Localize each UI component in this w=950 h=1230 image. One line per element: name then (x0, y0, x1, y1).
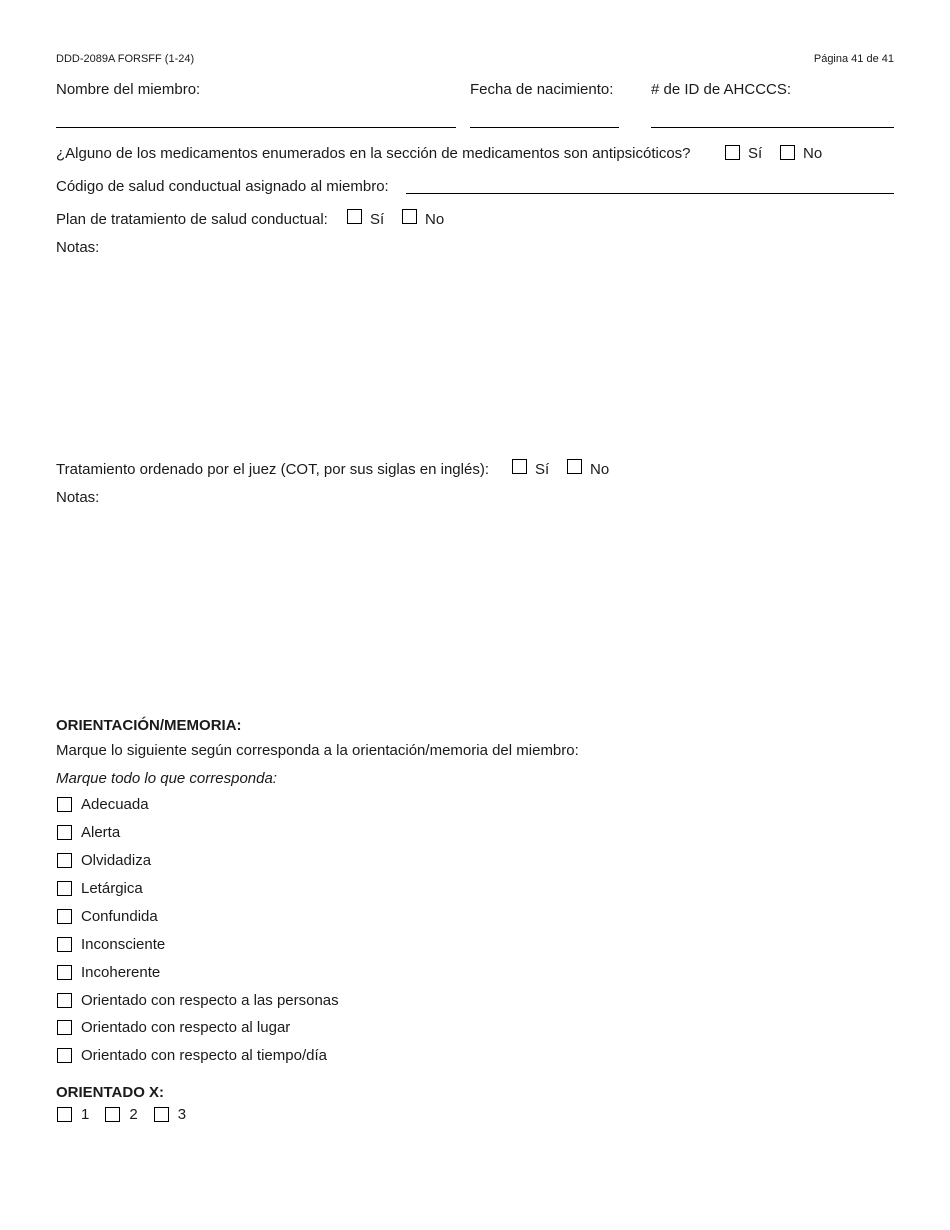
orientation-option-tiempo (57, 1047, 327, 1064)
dob-field[interactable] (470, 127, 619, 128)
oriented-x-1-label: 1 (81, 1106, 90, 1123)
ahcccs-id-label: # de ID de AHCCCS: (651, 81, 792, 98)
orientation-option-inconsciente (57, 936, 165, 953)
orientation-option-label: Letárgica (81, 880, 143, 897)
bh-plan-no-checkbox[interactable] (402, 209, 417, 224)
cot-yes-label: Sí (535, 461, 550, 478)
orientation-option-confundida (57, 908, 158, 925)
oriented-x-2-label: 2 (129, 1106, 138, 1123)
orientation-checkbox[interactable] (57, 853, 72, 868)
orientation-option-label: Incoherente (81, 964, 161, 981)
orientation-option-label: Orientado con respecto al tiempo/día (81, 1047, 327, 1064)
orientation-option-label: Inconsciente (81, 936, 166, 953)
antipsychotic-no-checkbox[interactable] (780, 145, 795, 160)
antipsychotic-yes-checkbox[interactable] (725, 145, 740, 160)
orientation-option-lugar (57, 1019, 290, 1036)
bh-plan-no-label: No (425, 211, 445, 228)
orientation-checkbox[interactable] (57, 909, 72, 924)
bh-plan-yes-checkbox[interactable] (347, 209, 362, 224)
orientation-option-incoherente (57, 964, 160, 981)
bh-code-field[interactable] (406, 193, 894, 194)
dob-label: Fecha de nacimiento: (470, 81, 614, 98)
cot-no-label: No (590, 461, 610, 478)
oriented-x-2-checkbox[interactable] (105, 1107, 120, 1122)
orientation-checkbox[interactable] (57, 1020, 72, 1035)
oriented-x-3-checkbox[interactable] (154, 1107, 169, 1122)
orientation-checkbox[interactable] (57, 965, 72, 980)
orientation-heading: ORIENTACIÓN/MEMORIA: (56, 717, 242, 734)
orientation-option-olvidadiza (57, 852, 151, 869)
member-name-label: Nombre del miembro: (56, 81, 201, 98)
oriented-x-1-checkbox[interactable] (57, 1107, 72, 1122)
orientation-option-label: Olvidadiza (81, 852, 152, 869)
orientation-checkbox[interactable] (57, 1048, 72, 1063)
orientation-option-label: Orientado con respecto a las personas (81, 992, 339, 1009)
form-code: DDD-2089A FORSFF (1-24) (56, 53, 195, 65)
orientation-checkbox[interactable] (57, 825, 72, 840)
antipsychotic-yes-label: Sí (748, 145, 763, 162)
cot-no-checkbox[interactable] (567, 459, 582, 474)
orientation-option-label: Adecuada (81, 796, 149, 813)
orientation-instruction: Marque lo siguiente según corresponda a la orientación/memoria del miembro: (56, 742, 579, 759)
orientation-option-label: Confundida (81, 908, 158, 925)
bh-code-label: Código de salud conductual asignado al miembro: (56, 178, 389, 195)
member-name-field[interactable] (56, 127, 456, 128)
cot-label: Tratamiento ordenado por el juez (COT, por sus siglas en inglés): (56, 461, 489, 478)
bh-plan-notes-area[interactable] (56, 260, 894, 450)
orientation-option-alerta (57, 824, 120, 841)
orientation-checkbox[interactable] (57, 797, 72, 812)
bh-plan-label: Plan de tratamiento de salud conductual: (56, 211, 328, 228)
bh-plan-yes-label: Sí (370, 211, 385, 228)
orientation-checkbox[interactable] (57, 881, 72, 896)
orientation-option-label: Orientado con respecto al lugar (81, 1019, 291, 1036)
orientation-option-letargica (57, 880, 143, 897)
antipsychotic-no-label: No (803, 145, 823, 162)
oriented-x-heading: ORIENTADO X: (56, 1084, 165, 1101)
ahcccs-id-field[interactable] (651, 127, 894, 128)
page-number: Página 41 de 41 (813, 53, 894, 65)
antipsychotic-question: ¿Alguno de los medicamentos enumerados en la sección de medicamentos son antipsicóticos? (56, 145, 691, 162)
orientation-option-adecuada (57, 796, 149, 813)
oriented-x-3-label: 3 (177, 1106, 187, 1123)
cot-notes-area[interactable] (56, 510, 894, 700)
check-all-instruction: Marque todo lo que corresponda: (56, 770, 277, 787)
orientation-option-label: Alerta (81, 824, 121, 841)
orientation-option-personas (57, 992, 339, 1009)
cot-notes-label: Notas: (56, 489, 100, 506)
orientation-checkbox[interactable] (57, 937, 72, 952)
bh-plan-notes-label: Notas: (56, 239, 100, 256)
cot-yes-checkbox[interactable] (512, 459, 527, 474)
orientation-checkbox[interactable] (57, 993, 72, 1008)
oriented-x-options (57, 1106, 186, 1123)
